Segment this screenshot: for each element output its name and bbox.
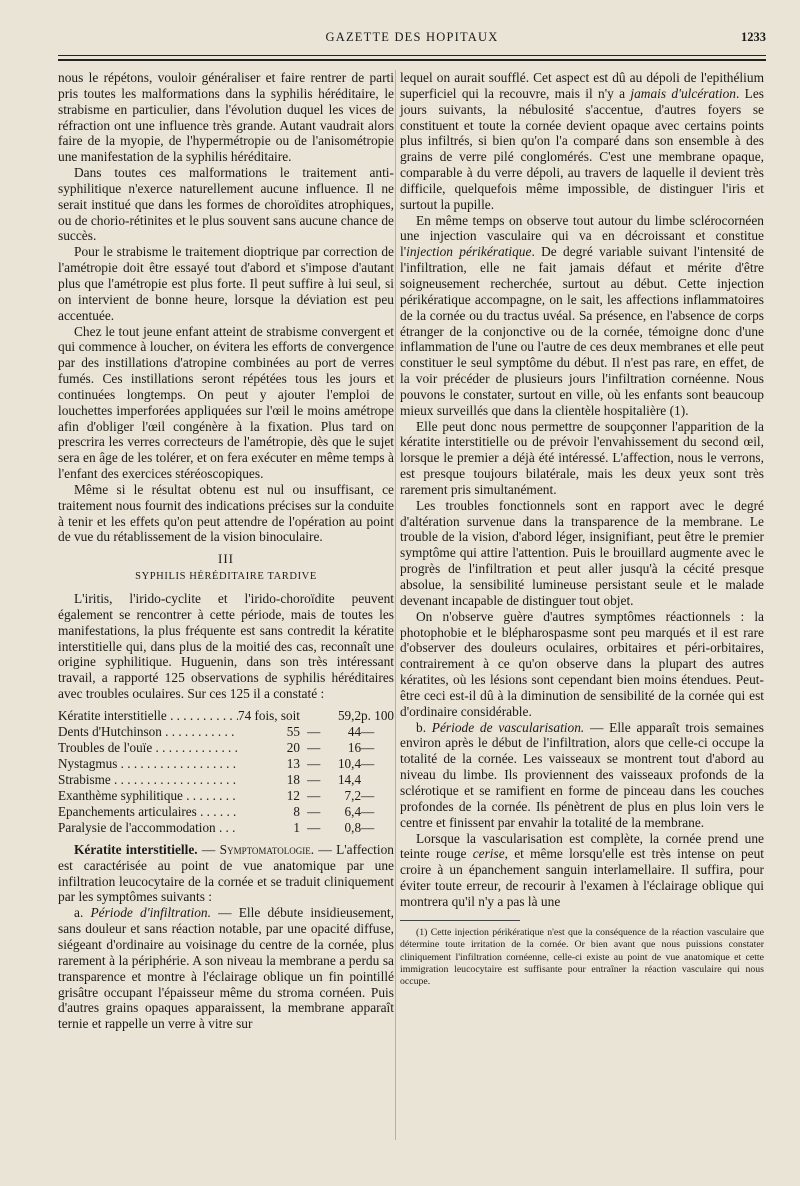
stats-row bbox=[58, 708, 394, 724]
stats-percent: 7,2 bbox=[344, 787, 362, 803]
page-header bbox=[58, 30, 766, 50]
stats-row bbox=[58, 724, 394, 740]
stats-label bbox=[58, 804, 238, 820]
stats-label-text: Paralysie de l'accommodation bbox=[58, 819, 216, 835]
stats-count: 12 bbox=[286, 787, 300, 803]
stats-row bbox=[58, 772, 394, 788]
italic-term: Période d'infiltration. bbox=[90, 905, 211, 921]
column-divider bbox=[395, 70, 396, 1140]
stats-label-text: Kératite interstitielle bbox=[58, 707, 167, 723]
paragraph-text: , et même lorsqu'elle est très intense on peut croire à un épanchement sanguin interlamellaire. Il suffira, pour éviter toute erreur, de recourir à l'examen à l'éclairage oblique qui montrera qu'il n'y a pas là une bbox=[400, 846, 764, 909]
stats-label-text: Exanthème syphilitique bbox=[58, 787, 183, 803]
paragraph-text: — L'affection est caractérisée au point de vue anatomique par une infiltration leucocytaire de la cornée et se traduit cliniquement par les symptômes suivants : bbox=[58, 841, 394, 905]
stats-unit: — bbox=[361, 819, 375, 835]
stats-unit bbox=[361, 772, 394, 788]
paragraph: Pour le strabisme le traitement dioptrique par correction de l'amétropie doit être essayé tout d'abord et s'impose d'autant plus que l'amétropie est plus forte. Il peut suffire à lui seul, si on intervient de bonne heure, lorsque la déviation est peu accentuée. bbox=[58, 244, 394, 323]
italic-term: jamais d'ulcération bbox=[630, 85, 737, 101]
stats-label bbox=[58, 740, 238, 756]
stats-percent: 59,2 bbox=[337, 707, 362, 723]
section-number: III bbox=[218, 551, 234, 567]
stats-percent: 16 bbox=[347, 739, 362, 755]
paragraph: On n'observe guère d'autres symptômes réactionnels : la photophobie et le blépharospasme sont peu marqués et il est rare d'observer des douleurs oculaires, orbitaires et péri-orbitaires, contrairement à ce qu'on observe dans la plupart des autres kératites, où les lésions sont cependant bien moins étendues. Peut-être ceci est-il dû à la diminution de sensibilité de la cornée qui est d'ordinaire considérable. bbox=[400, 608, 764, 719]
stats-dash: — bbox=[307, 739, 321, 755]
paragraph: L'iritis, l'irido-cyclite et l'irido-choroïdite peuvent également se rencontrer à cette période, mais de toutes les manifestations, la plus fréquente est sans contredit la kératite interstitielle qui, dans plus de la moitié des cas, reconnaît une origine syphilitique. Huguenin, dans son très intéressant travail, a rapporté 125 observations de syphilis héréditaires avec troubles oculaires. Sur ces 125 il a constaté : bbox=[58, 591, 394, 702]
stats-percent: 0,8 bbox=[344, 819, 362, 835]
italic-term: injection périkératique bbox=[406, 244, 532, 260]
stats-label-text: Strabisme bbox=[58, 771, 111, 787]
right-column bbox=[400, 70, 764, 989]
stats-unit: — bbox=[361, 723, 375, 739]
stats-dash bbox=[300, 708, 327, 724]
stats-label bbox=[58, 756, 238, 772]
stats-count: 74 fois, soit bbox=[238, 707, 300, 723]
header-rule-thick bbox=[58, 59, 766, 61]
running-title: GAZETTE DES HOPITAUX bbox=[325, 30, 499, 44]
paragraph: Chez le tout jeune enfant atteint de strabisme convergent et qui commence à loucher, on évitera les efforts de convergence par des instillations d'atropine combinées au port de verres fumés. Ces instillations seront répétées tous les jours et continuées longtemps. On peut y ajouter l'emploi de louchettes imperforées appliquées sur l'œil le moins amétrope afin d'obliger l'œil congénère à la fixation. Plus tard on prescrira les verres correcteurs de l'amétropie, dès que le sujet sera en âge de les tolérer, et on fera exécuter en même temps à l'enfant des exercices stéréoscopiques. bbox=[58, 323, 394, 482]
stats-label bbox=[58, 772, 238, 788]
subheading: Kératite interstitielle. bbox=[74, 841, 198, 857]
stats-dash: — bbox=[307, 723, 321, 739]
stats-percent: 44 bbox=[347, 723, 362, 739]
paragraph-text: En même temps on observe tout autour du limbe sclérocornéen une injection vasculaire qui va en décroissant et constitue l' bbox=[400, 212, 764, 260]
stats-row bbox=[58, 788, 394, 804]
stats-count: 8 bbox=[293, 803, 300, 819]
dash: — bbox=[197, 841, 220, 857]
stats-dash: — bbox=[307, 787, 321, 803]
paragraph bbox=[400, 831, 764, 910]
stats-count: 20 bbox=[286, 739, 300, 755]
stats-count: 13 bbox=[286, 755, 300, 771]
stats-label bbox=[58, 820, 238, 836]
stats-dash: — bbox=[307, 771, 321, 787]
paragraph: Les troubles fonctionnels sont en rapport avec le degré d'altération survenue dans la transparence de la membrane. Le trouble de la vision, d'abord léger, insignifiant, peut être le premier symptôme qui attire l'attention. Puis le brouillard augmente avec le progrès de l'infiltration et peut aller jusqu'à la cécité presque absolue, la sensibilité lumineuse persistant seule et le malade devenant incapable de distinguer tout objet. bbox=[400, 497, 764, 608]
stats-count: 55 bbox=[286, 723, 300, 739]
stats-row bbox=[58, 804, 394, 820]
stats-label bbox=[58, 788, 238, 804]
stats-row bbox=[58, 820, 394, 836]
stats-row bbox=[58, 756, 394, 772]
paragraph: Elle peut donc nous permettre de soupçonner l'apparition de la kératite interstitielle ou de prévoir l'envahissement du second œil, lorsque le premier a déjà été intéressé. L'affection, nous le verrons, est presque toujours bilatérale, mais les deux yeux sont très rarement pris simultanément. bbox=[400, 418, 764, 497]
paragraph bbox=[58, 905, 394, 1032]
stats-label-text: Dents d'Hutchinson bbox=[58, 723, 162, 739]
paragraph: Même si le résultat obtenu est nul ou insuffisant, ce traitement nous fournit des indications précises sur la conduite à tenir et les effets qu'on peut attendre de l'opération au point de vue du rétablissement de la vision binoculaire. bbox=[58, 481, 394, 545]
stats-unit: — bbox=[361, 739, 375, 755]
footnote-rule bbox=[400, 920, 520, 921]
paragraph bbox=[400, 70, 764, 213]
stats-unit: — bbox=[361, 787, 375, 803]
paragraph bbox=[400, 213, 764, 419]
stats-label-text: Nystagmus bbox=[58, 755, 118, 771]
stats-label-text: Troubles de l'ouïe bbox=[58, 739, 153, 755]
stats-count: 18 bbox=[286, 771, 300, 787]
stats-label bbox=[58, 708, 238, 724]
paragraph-text: . De degré variable suivant l'intensité de l'infiltration, elle ne fait jamais défaut et mérite d'être soigneusement recherchée, surtout au début. Cette injection périkératique accompagne, on le sait, les affections inflammatoires de la cornée ou du tractus uvéal. Sa présence, en l'absence de corps étranger de la conjonctive ou de la cornée, témoigne donc d'une inflammation de l'une ou l'autre de ces deux membranes et elle peut constituer le seul symptôme du début. Il n'est pas rare, en effet, de la voir précéder de plusieurs jours l'infiltration cornéenne. Nous pouvons le constater, surtout en ville, où les enfants sont beaucoup mieux surveillés que dans la clientèle hospitalière (1). bbox=[400, 244, 764, 418]
header-rule-thin bbox=[58, 55, 766, 56]
stats-percent: 6,4 bbox=[344, 803, 362, 819]
paragraph bbox=[400, 720, 764, 831]
stats-dash: — bbox=[307, 755, 321, 771]
stats-unit: — bbox=[361, 755, 375, 771]
footnote: (1) Cette injection périkératique n'est que la conséquence de la réaction vasculaire que détermine toute irritation de la cornée. Or bien avant que nous puissions constater cliniquement l'infiltration cornéenne, celle-ci existe au point de vue anatomique et cette immigration leucocytaire est suffisante pour entraîner la réaction vasculaire qui nous occupe. bbox=[400, 926, 764, 988]
italic-term: cerise bbox=[472, 846, 505, 862]
stats-count: 1 bbox=[293, 819, 300, 835]
subheading-smallcaps: Symptomatologie. bbox=[219, 841, 315, 857]
stats-dash: — bbox=[307, 819, 321, 835]
stats-dash: — bbox=[307, 803, 321, 819]
paragraph-text: . Les jours suivants, la nébulosité s'accentue, d'autres foyers se constituent et toute la cornée devient opaque avec certains points plus infiltrés, si bien qu'on l'a comparé dans son ensemble à des grains de verre pilé conglomérés. C'est une membrane opaque, comparable à du verre dépoli, au travers de laquelle il devient très difficile, quelquefois même impossible, de distinguer l'iris et surtout la pupille. bbox=[400, 85, 765, 212]
stats-percent: 10,4 bbox=[337, 755, 362, 771]
section-title: SYPHILIS HÉRÉDITAIRE TARDIVE bbox=[135, 571, 317, 583]
italic-term: Période de vascularisation. bbox=[431, 719, 585, 735]
paragraph: Dans toutes ces malformations le traitement anti-syphilitique n'exerce naturellement aucune influence. Il ne serait institué que dans les formes de choroïdites atrophiques, ou de chorio-rétinites et le plus souvent sans aucune chance de succès. bbox=[58, 165, 394, 244]
item-letter: a. bbox=[74, 905, 91, 921]
statistics-table bbox=[58, 708, 394, 836]
stats-label-text: Epanchements articulaires bbox=[58, 803, 197, 819]
paragraph-text: lequel on aurait soufflé. Cet aspect est dû au dépoli de l'epithélium superficiel qui la recouvre, mais il n'y a bbox=[400, 70, 764, 101]
paragraph-text: — Elle apparaît trois semaines environ après le début de l'infiltration, alors que celle-ci occupe la totalité de la cornée. Les vaisseaux se montrent tout d'abord au niveau du limbe. Ils proviennent des vaisseaux profonds de la sclérotique et se ramifient en forme de pinceau dans les couches profondes de la cornée. Ils pénètrent de plus en plus loin vers le centre et finissent par envahir la totalité de la membrane. bbox=[400, 719, 764, 830]
item-letter: b. bbox=[416, 719, 432, 735]
left-column bbox=[58, 70, 394, 1032]
stats-unit: — bbox=[361, 803, 375, 819]
stats-row bbox=[58, 740, 394, 756]
page-number: 1233 bbox=[741, 30, 766, 44]
paragraph bbox=[58, 842, 394, 905]
stats-unit: p. 100 bbox=[361, 707, 394, 723]
paragraph: nous le répétons, vouloir généraliser et faire rentrer de parti pris toutes les malformations dans la syphilis héréditaire, le strabisme en particulier, dans l'évolution duquel les vices de réfraction ont une influence très grande. Autant vaudrait alors faire de la myopie, de l'hypermétropie ou de l'anisométropie une manifestation de la syphilis héréditaire. bbox=[58, 70, 394, 165]
stats-percent: 14,4 bbox=[337, 771, 362, 787]
paragraph-text: Lorsque la vascularisation est complète, la cornée prend une teinte rouge bbox=[400, 830, 764, 862]
paragraph-text: — Elle débute insidieusement, sans douleur et sans réaction notable, par une opacité diffuse, siégeant d'ordinaire au voisinage du centre de la cornée, plus rarement à la périphérie. A son niveau la membrane a perdu sa transparence et montre à l'éclairage oblique un fin pointillé grisâtre occupant l'épaisseur même du stroma cornéen. Puis d'autres grains opaques apparaissent, la membrane apparaît ternie et rappelle un verre à vitre sur bbox=[58, 905, 395, 1032]
stats-label bbox=[58, 724, 238, 740]
